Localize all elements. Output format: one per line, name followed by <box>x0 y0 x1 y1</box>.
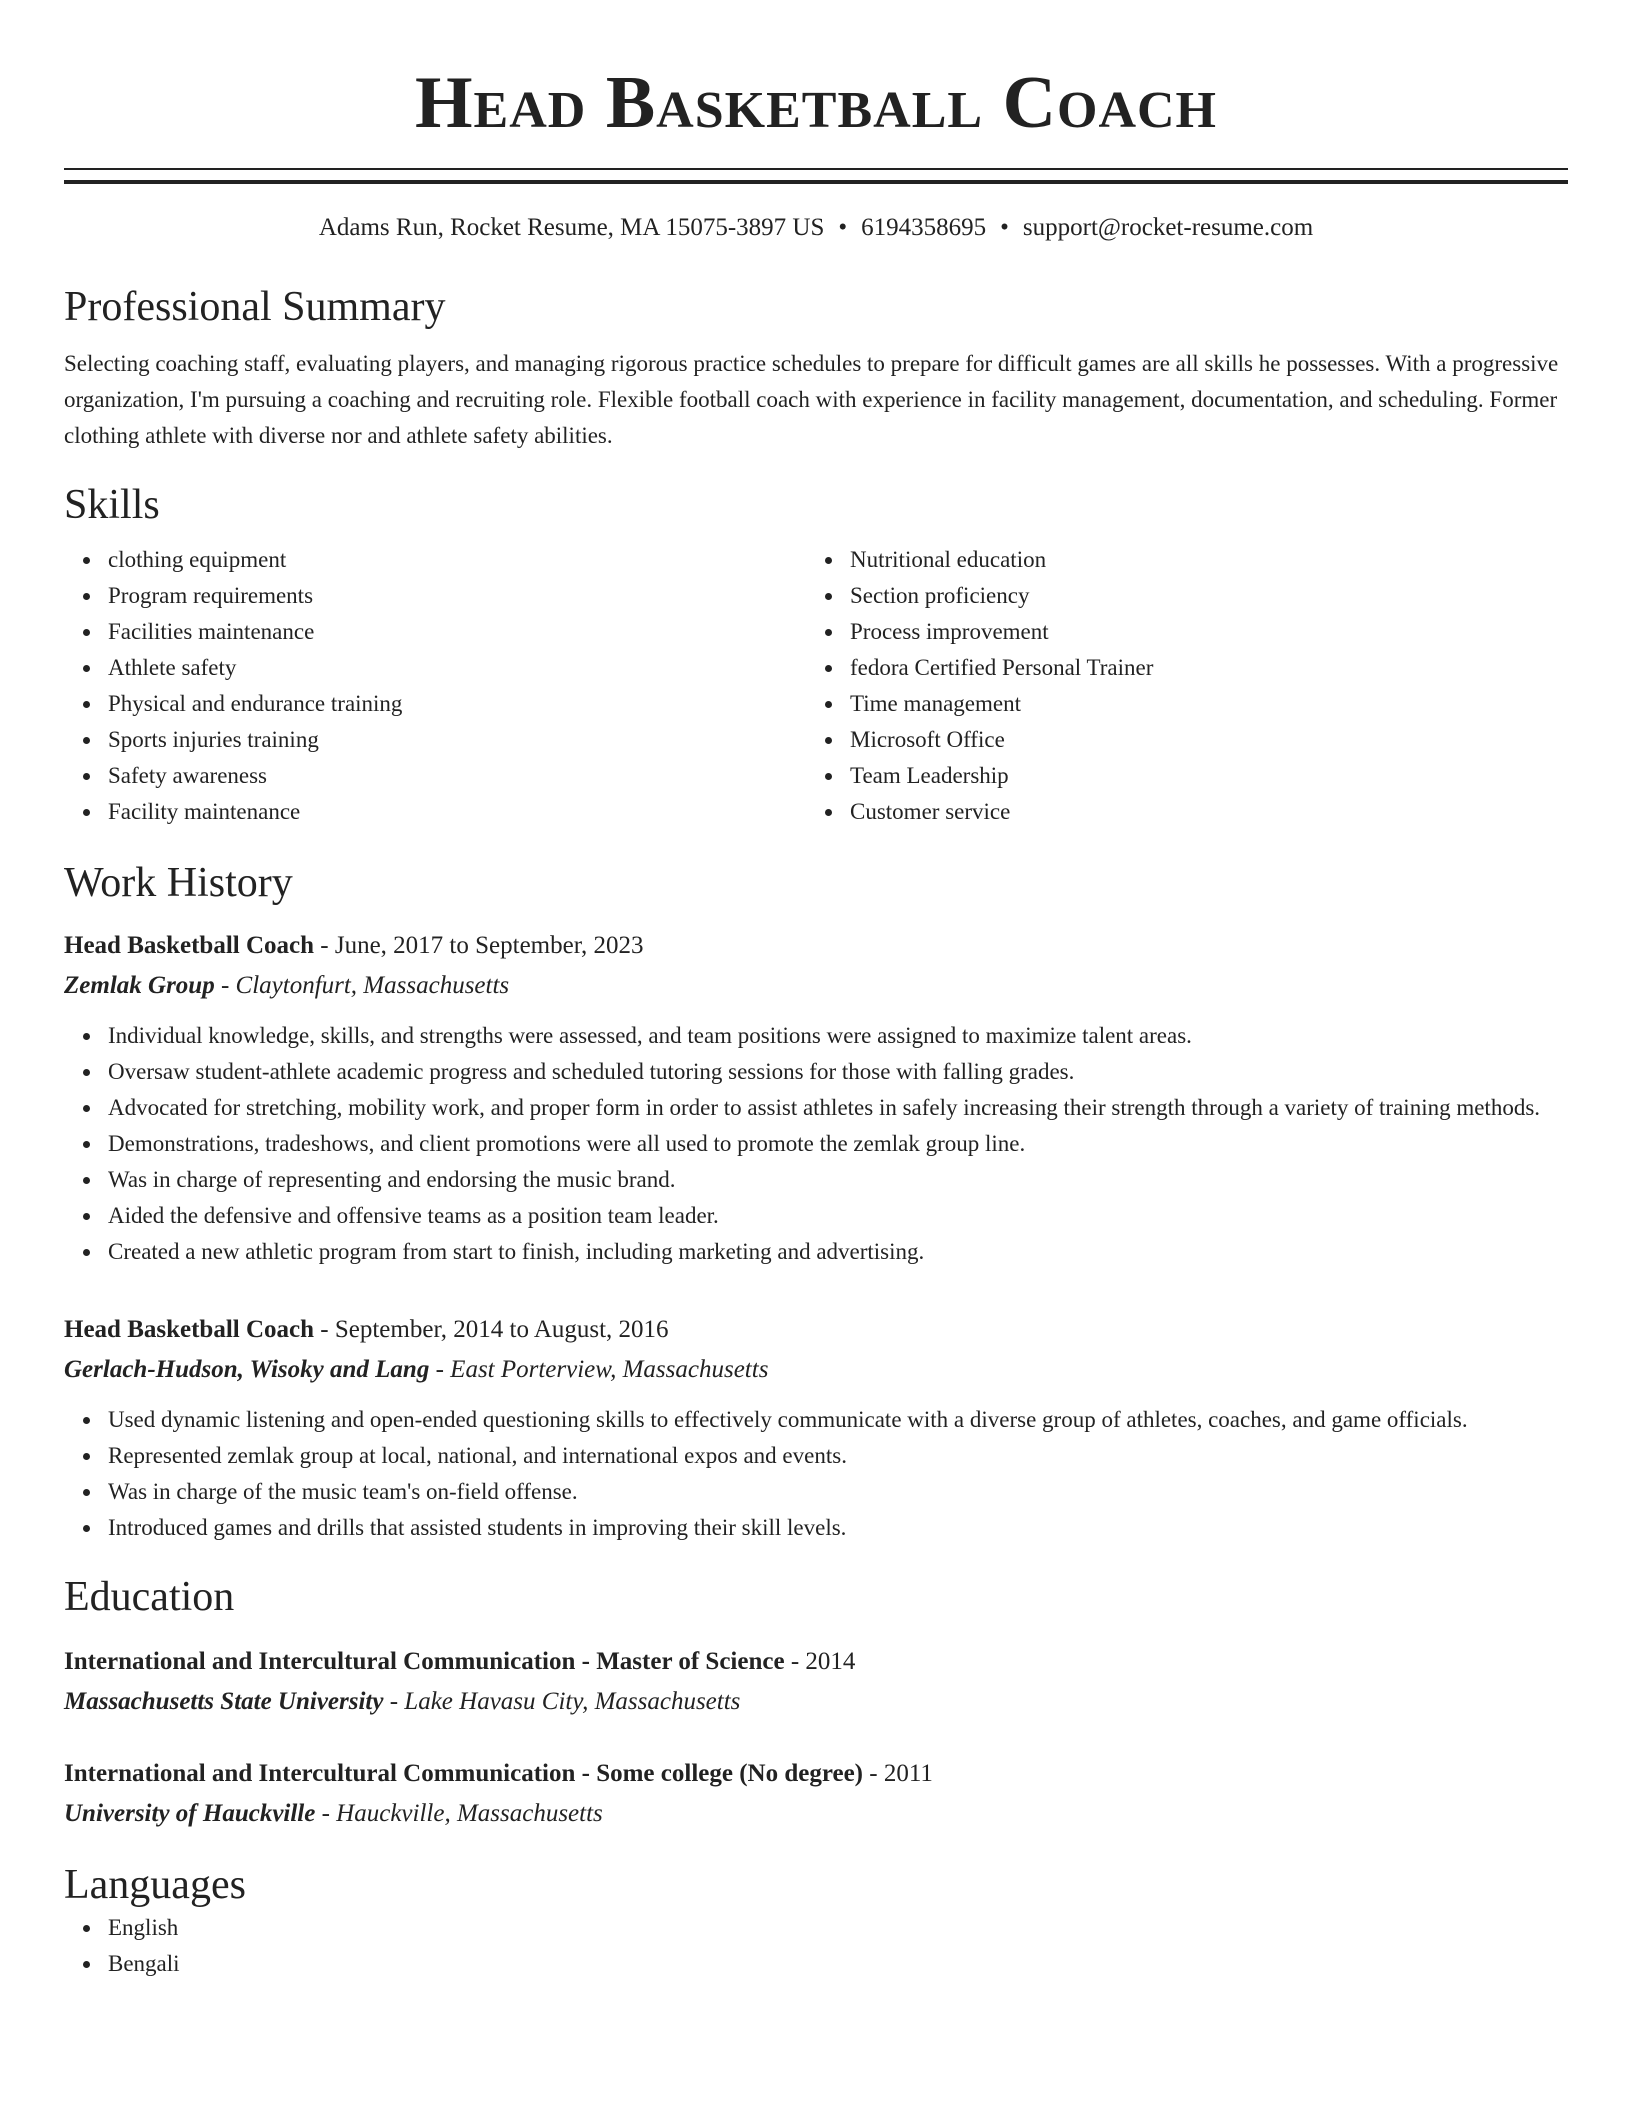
job-bullet: Aided the defensive and offensive teams as a position team leader. <box>108 1198 1568 1234</box>
company-name: Zemlak Group <box>64 972 215 999</box>
contact-address: Adams Run, Rocket Resume, MA 15075-3897 US <box>318 214 825 241</box>
language-item: Bengali <box>108 1946 1568 1982</box>
skill-item: Team Leadership <box>850 758 1548 794</box>
resume-title: Head Basketball Coach <box>414 62 1218 144</box>
education-heading: Education <box>64 1574 235 1620</box>
job-bullet: Oversaw student-athlete academic progress and scheduled tutoring sessions for those with falling grades. <box>108 1054 1568 1090</box>
skills-columns <box>64 542 1568 830</box>
contact-separator: • <box>838 214 848 241</box>
skill-item: Facilities maintenance <box>108 614 806 650</box>
job-title: Head Basketball Coach <box>64 932 315 959</box>
degree-line <box>64 1754 1568 1794</box>
skill-item: Microsoft Office <box>850 722 1548 758</box>
school-location: - Hauckville, Massachusetts <box>315 1800 603 1827</box>
job-dates: - September, 2014 to August, 2016 <box>314 1316 669 1343</box>
skill-item: Time management <box>850 686 1548 722</box>
skill-item: Customer service <box>850 794 1548 830</box>
skills-list-left <box>64 542 806 830</box>
title-double-rule <box>64 168 1568 184</box>
school-location: - Lake Havasu City, Massachusetts <box>383 1688 741 1715</box>
contact-phone: 6194358695 <box>861 214 987 241</box>
contact-line <box>64 212 1568 244</box>
job-bullet: Individual knowledge, skills, and strengths were assessed, and team positions were assigned to maximize talent areas. <box>108 1018 1568 1054</box>
job-dates: - June, 2017 to September, 2023 <box>314 932 644 959</box>
skill-item: Physical and endurance training <box>108 686 806 722</box>
skill-item: Process improvement <box>850 614 1548 650</box>
skill-item: Safety awareness <box>108 758 806 794</box>
school-line <box>64 1682 1568 1722</box>
company-line <box>64 1350 1568 1390</box>
job-title: Head Basketball Coach <box>64 1316 315 1343</box>
company-line <box>64 966 1568 1006</box>
company-location: - East Porterview, Massachusetts <box>429 1356 769 1383</box>
job-bullets <box>64 1018 1568 1270</box>
education-entry <box>64 1642 1568 1722</box>
skills-heading: Skills <box>64 482 160 528</box>
work-history-heading: Work History <box>64 860 293 906</box>
job-bullets <box>64 1402 1568 1546</box>
degree-year: - 2011 <box>863 1760 933 1787</box>
job-bullet: Was in charge of representing and endorsing the music brand. <box>108 1162 1568 1198</box>
school-name: Massachusetts State University <box>64 1688 384 1715</box>
degree: International and Intercultural Communication - Master of Science <box>64 1648 785 1675</box>
school-line <box>64 1794 1568 1834</box>
job-title-line <box>64 926 1568 966</box>
degree-year: - 2014 <box>784 1648 856 1675</box>
company-name: Gerlach-Hudson, Wisoky and Lang <box>64 1356 430 1383</box>
contact-email: support@rocket-resume.com <box>1022 214 1314 241</box>
job-bullet: Introduced games and drills that assisted students in improving their skill levels. <box>108 1510 1568 1546</box>
resume-page <box>64 0 1568 1982</box>
job-bullet: Advocated for stretching, mobility work, and proper form in order to assist athletes in safely increasing their strength through a variety of training methods. <box>108 1090 1568 1126</box>
skill-item: clothing equipment <box>108 542 806 578</box>
summary-text: Selecting coaching staff, evaluating players, and managing rigorous practice schedules to prepare for difficult games are all skills he possesses. With a progressive organization, I'm pursuing a coaching and recruiting role. Flexible football coach with experience in facility management, documentation, and scheduling. Former clothing athlete with diverse nor and athlete safety abilities. <box>64 351 1559 448</box>
skill-item: Section proficiency <box>850 578 1548 614</box>
degree: International and Intercultural Communication - Some college (No degree) <box>64 1760 863 1787</box>
contact-separator: • <box>1000 214 1009 241</box>
skill-item: Program requirements <box>108 578 806 614</box>
summary-heading: Professional Summary <box>64 284 446 330</box>
job-title-line <box>64 1310 1568 1350</box>
job-bullet: Used dynamic listening and open-ended questioning skills to effectively communicate with a diverse group of athletes, coaches, and game officials. <box>108 1402 1568 1438</box>
education-entry <box>64 1754 1568 1834</box>
skill-item: fedora Certified Personal Trainer <box>850 650 1548 686</box>
languages-heading: Languages <box>64 1862 246 1908</box>
job-bullet: Was in charge of the music team's on-field offense. <box>108 1474 1568 1510</box>
skill-item: Sports injuries training <box>108 722 806 758</box>
skill-item: Nutritional education <box>850 542 1548 578</box>
job-entry <box>64 1310 1568 1546</box>
job-bullet: Demonstrations, tradeshows, and client promotions were all used to promote the zemlak group line. <box>108 1126 1568 1162</box>
job-bullet: Represented zemlak group at local, national, and international expos and events. <box>108 1438 1568 1474</box>
skills-list-right <box>806 542 1548 830</box>
company-location: - Claytonfurt, Massachusetts <box>214 972 510 999</box>
job-bullet: Created a new athletic program from start to finish, including marketing and advertising. <box>108 1234 1568 1270</box>
skill-item: Athlete safety <box>108 650 806 686</box>
job-entry <box>64 926 1568 1270</box>
skill-item: Facility maintenance <box>108 794 806 830</box>
languages-list <box>64 1910 1568 1982</box>
degree-line <box>64 1642 1568 1682</box>
school-name: University of Hauckville <box>64 1800 316 1827</box>
language-item: English <box>108 1910 1568 1946</box>
